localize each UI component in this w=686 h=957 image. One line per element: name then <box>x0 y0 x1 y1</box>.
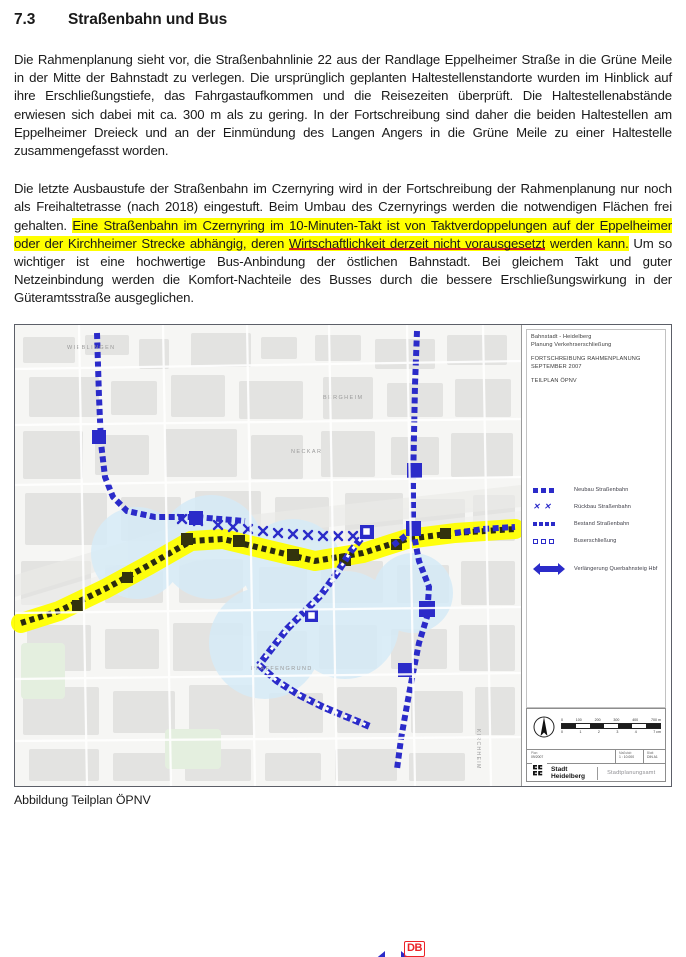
legend-label-bestand: Bestand Straßenbahn <box>574 521 630 528</box>
heidelberg-coat-of-arms-icon <box>532 763 547 783</box>
legend-item-rueckbau-strassenbahn <box>533 499 673 516</box>
legend-title-line5: TEILPLAN ÖPNV <box>531 378 577 385</box>
highlighted-text-b: werden kann. <box>545 235 629 251</box>
department-label: Stadtplanungsamt <box>607 770 656 777</box>
logo-divider <box>597 767 598 780</box>
legend-title-line1: Bahnstadt - Heidelberg <box>531 333 592 340</box>
map-label-pfaffengrund: PFAFFENGRUND <box>251 665 313 672</box>
city-logo-line1: Stadt <box>551 765 568 773</box>
db-station-logo: DB <box>404 941 425 957</box>
meta-field-2-key: Maßstab <box>619 750 632 755</box>
meta-field-3-value: DIN A1 <box>647 754 658 759</box>
legend-label-neubau: Neubau Straßenbahn <box>574 487 629 494</box>
scale-top-5: 700 m <box>650 717 661 722</box>
legend-label-querbahnsteig: Verlängerung Querbahnsteig Hbf <box>574 565 658 572</box>
legend-items-list <box>533 482 673 581</box>
scale-bottom-4: 4 <box>634 729 637 734</box>
plan-meta-row <box>527 750 665 764</box>
legend-item-bestand-strassenbahn <box>533 516 673 533</box>
paragraph-2 <box>14 180 672 307</box>
legend-title-line4: SEPTEMBER 2007 <box>531 364 582 371</box>
scale-bottom-3: 3 <box>616 729 619 734</box>
scale-bottom-5: 7 cm <box>653 729 661 734</box>
figure-legend-panel <box>521 325 671 786</box>
double-arrow-icon <box>533 563 571 574</box>
scale-labels-bottom <box>561 730 661 734</box>
meta-field-3 <box>647 751 658 759</box>
neubau-strassenbahn-icon <box>533 485 571 496</box>
scale-top-1: 100 <box>575 717 582 722</box>
rueckbau-strassenbahn-icon: ✕ ✕ <box>533 501 551 511</box>
scale-bar <box>561 718 661 734</box>
map-label-wieblingen: WIEBLINGEN <box>67 344 116 351</box>
city-logo-line2: Heidelberg <box>551 773 586 781</box>
scale-bottom-1: 1 <box>579 729 582 734</box>
map-label-neckar: NECKAR <box>291 448 323 455</box>
section-heading <box>14 0 672 29</box>
legend-label-rueckbau: Rückbau Straßenbahn <box>574 504 631 511</box>
scale-top-4: 400 <box>632 717 639 722</box>
section-title: Straßenbahn und Bus <box>68 11 228 28</box>
city-logo-text <box>551 766 585 781</box>
legend-item-buserschliessung <box>533 533 673 550</box>
section-number: 7.3 <box>14 11 36 28</box>
buserschliessung-icon <box>533 536 571 547</box>
map-canvas <box>15 325 521 786</box>
scale-bottom-2: 2 <box>597 729 600 734</box>
scale-bottom-0: 0 <box>561 729 563 734</box>
paragraph-2-intro: Die letzte Ausbaustufe der Straßenbahn im Czernyring wird in der Fortschreibung der Rahmenplanung nur noch als Freihaltetrasse (nach 2018) eingestuft. Beim Umbau des Czernyrings werden die notwendigen Flächen frei gehalten. <box>14 181 672 233</box>
legend-title-block <box>522 325 671 386</box>
meta-field-1 <box>531 751 543 759</box>
paragraph-2-rest: Um so wichtiger ist eine hochwertige Bus-Anbindung der östlichen Bahnstadt. Bei gleichem Takt und guter Netzeinbindung werden die Komfort-Nachteile des Busses durch die bessere Erschließungswirkung in der Güteramtsstraße ausgeglichen. <box>14 235 673 306</box>
meta-field-3-key: Blatt <box>647 750 654 755</box>
legend-title-line3: FORTSCHREIBUNG RAHMENPLANUNG <box>531 356 641 363</box>
figure-caption: Abbildung Teilplan ÖPNV <box>14 792 151 807</box>
map-label-kirchheim: KIRCHHEIM <box>475 728 481 770</box>
legend-title-line2: Planung Verkehrserschließung <box>531 341 612 348</box>
meta-field-2-value: 1 : 10.000 <box>619 754 635 759</box>
scale-top-3: 300 <box>613 717 620 722</box>
legend-label-bus: Buserschließung <box>574 538 617 545</box>
meta-field-1-value: 09/2007 <box>531 754 544 759</box>
scale-top-2: 200 <box>594 717 601 722</box>
paragraph-1: Die Rahmenplanung sieht vor, die Straßenbahnlinie 22 aus der Randlage Eppelheimer Straße in die Grüne Meile in der Mitte der Bahnstadt zu verlegen. Die ursprünglich geplanten Haltestellenstandorte wurden im Hinblick auf ihre Erschließungstiefe, das Fahrgastaufkommen und die Reisezeiten überprüft. Die Haltestellenabstände erwiesen sich dabei mit ca. 300 m als zu gering. In der Fortschreibung sind daher die beiden Haltestellen am Eppelheimer Dreieck und an der Einmündung des Langen Angers in die Grüne Meile zu einer Haltestelle zusammengefasst worden. <box>14 52 672 159</box>
city-logo-row <box>527 764 665 783</box>
north-arrow-icon <box>533 715 555 744</box>
scale-top-0: 0 <box>561 717 563 722</box>
map-label-bergheim: BERGHEIM <box>323 394 364 401</box>
highlighted-text-a: Eine Straßenbahn im Czernyring im 10-Minuten-Takt ist von Taktverdoppelungen auf der Eppelheimer oder der Kirchheimer Strecke abhängig, deren <box>14 217 672 251</box>
meta-field-1-key: Plan <box>531 750 538 755</box>
scale-and-title-block <box>526 708 666 782</box>
scale-labels-top <box>561 718 661 722</box>
legend-item-querbahnsteig <box>533 557 673 581</box>
meta-field-2 <box>619 751 634 759</box>
scale-area <box>527 709 665 750</box>
highlighted-underlined-text: Wirtschaftlichkeit derzeit nicht vorausgesetzt <box>288 235 546 251</box>
map-svg <box>15 325 521 786</box>
scale-bar-segments <box>561 723 661 729</box>
legend-item-neubau-strassenbahn <box>533 482 673 499</box>
bestand-strassenbahn-icon <box>533 519 571 530</box>
